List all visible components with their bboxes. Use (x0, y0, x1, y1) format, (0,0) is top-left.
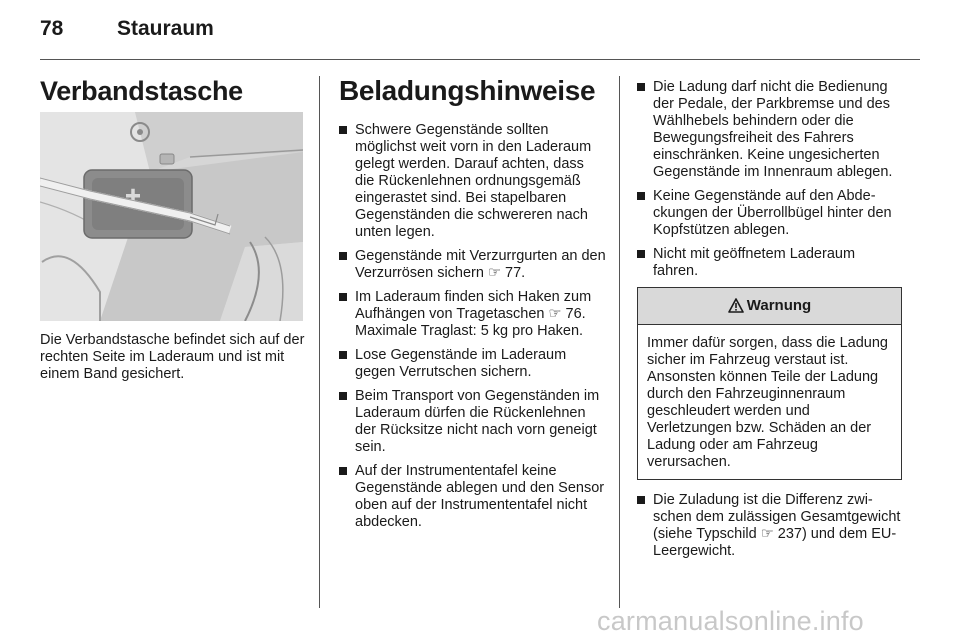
loading-tips-heading: Beladungshinweise (339, 75, 596, 106)
first-aid-kit-illustration (40, 112, 303, 321)
bullet-square-icon (637, 496, 645, 504)
list-item (339, 289, 607, 340)
chapter-title: Stauraum (117, 17, 214, 40)
list-item (637, 79, 902, 181)
first-aid-kit-caption: Die Verbandstasche befindet sich auf der rechten Seite im Laderaum und ist mit einem Band gesichert. (40, 332, 305, 382)
warning-box (637, 287, 902, 480)
column-divider-left (319, 76, 320, 608)
middle-column (339, 70, 607, 538)
bullet-square-icon (339, 467, 347, 475)
list-item-text: Nicht mit geöffnetem Laderaum fahren. (653, 246, 856, 279)
list-item-text: Die Zuladung ist die Differenz zwischen dem zulässigen Gesamtgewicht (siehe Typschild ☞ 237) und dem EU-Leergewicht. (653, 492, 901, 559)
bullet-square-icon (339, 252, 347, 260)
list-item (339, 388, 607, 456)
left-column (40, 70, 305, 382)
bullet-square-icon (339, 126, 347, 134)
bullet-square-icon (637, 250, 645, 258)
bullet-square-icon (339, 351, 347, 359)
list-item (339, 248, 607, 282)
warning-header (638, 288, 901, 325)
column-divider-right (619, 76, 620, 608)
warning-triangle-icon (728, 298, 744, 313)
watermark: carmanualsonline.info (597, 606, 864, 636)
list-item-text: Lose Gegenstände im Laderaum gegen Verrutschen sichern. (355, 347, 567, 380)
list-item-text: Beim Transport von Gegenständen im Laderaum dürfen die Rückenlehnen der Rücksitze nicht nach vorn geneigt sein. (355, 388, 600, 455)
first-aid-kit-heading: Verbandstasche (40, 76, 243, 106)
loading-tips-list (339, 122, 607, 531)
cargo-area-drawing (40, 112, 303, 321)
loading-tips-list-continued (637, 79, 902, 280)
list-item (339, 463, 607, 531)
list-item (637, 246, 902, 280)
list-item (339, 347, 607, 381)
list-item-text: Gegenstände mit Verzurrgurten an den Verzurrösen sichern ☞ 77. (355, 248, 606, 281)
page-number: 78 (40, 17, 64, 40)
list-item-text: Im Laderaum finden sich Haken zum Aufhängen von Tragetaschen ☞ 76. Maximale Traglast: 5 kg pro Haken. (355, 289, 592, 339)
header-divider (40, 59, 920, 60)
warning-text: Immer dafür sorgen, dass die Ladung sicher im Fahrzeug verstaut ist. Ansonsten können Teile der Ladung durch den Fahrzeuginnenraum geschleudert werden und Verletzungen bzw. Schäden an der Ladung oder am Fahrzeug verursachen. (647, 335, 888, 470)
list-item-text: Keine Gegenstände auf den Abdeckungen der Überrollbügel hinter den Kopfstützen ablegen. (653, 188, 892, 238)
bullet-square-icon (339, 392, 347, 400)
list-item (637, 188, 902, 239)
warning-title: Warnung (746, 297, 812, 314)
list-item-text: Die Ladung darf nicht die Bedienung der Pedale, der Parkbremse und des Wählhebels behindern oder die Bewegungsfreiheit des Fahrers einschränken. Keine ungesicherten Gegenstände im Innenraum ablegen. (653, 79, 893, 180)
payload-list (637, 492, 902, 560)
list-item-text: Schwere Gegenstände sollten möglichst weit vorn in den Laderaum gelegt werden. Darauf achten, dass die Rückenlehnen ordnungsgemäß eingerastet sind. Bei stapelbaren Gegenständen die schwereren nach unten legen. (355, 122, 592, 240)
bullet-square-icon (637, 192, 645, 200)
list-item (637, 492, 902, 560)
bullet-square-icon (339, 293, 347, 301)
list-item-text: Auf der Instrumententafel keine Gegenstände ablegen und den Sensor oben auf der Instrumententafel nicht abdecken. (355, 463, 605, 530)
list-item (339, 122, 607, 241)
right-column (637, 79, 902, 567)
page-header (40, 17, 920, 47)
bullet-square-icon (637, 83, 645, 91)
